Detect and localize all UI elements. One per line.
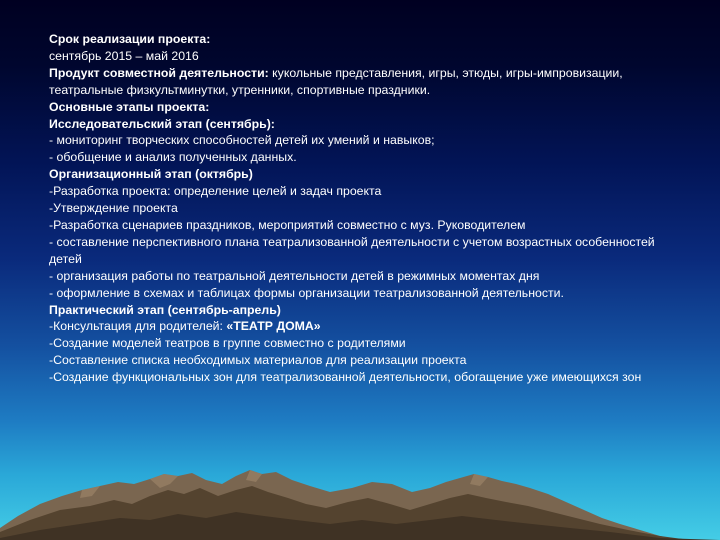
text-line: -Составление списка необходимых материалов для реализации проекта — [49, 353, 467, 368]
text-line: Продукт совместной деятельности: кукольные представления, игры, этюды, игры-импровизации, театральные физкультминутки, утренники, спортивные праздники. — [49, 65, 623, 97]
text-line: сентябрь 2015 – май 2016 — [49, 48, 199, 63]
text-line: Организационный этап (октябрь) — [49, 167, 253, 182]
text-line: Исследовательский этап (сентябрь): — [49, 116, 275, 131]
text-line: -Разработка сценариев праздников, мероприятий совместно с муз. Руководителем — [49, 217, 526, 232]
text-line: -Утверждение проекта — [49, 201, 178, 216]
text-line: - оформление в схемах и таблицах формы организации театрализованной деятельности. — [49, 285, 564, 300]
text-line: -Создание моделей театров в группе совместно с родителями — [49, 336, 406, 351]
text-line: Срок реализации проекта: — [49, 32, 211, 46]
text-line: - обобщение и анализ полученных данных. — [49, 150, 297, 165]
text-line: -Создание функциональных зон для театрализованной деятельности, обогащение уже имеющихся зон — [49, 370, 642, 385]
mountains-illustration — [0, 460, 720, 540]
text-line: - составление перспективного плана театрализованной деятельности с учетом возрастных особенностей детей — [49, 234, 655, 266]
text-line: Практический этап (сентябрь-апрель) — [49, 302, 281, 317]
text-line: - мониторинг творческих способностей детей их умений и навыков; — [49, 133, 435, 148]
text-line: -Консультация для родителей: «ТЕАТР ДОМА» — [49, 319, 321, 334]
text-line: Основные этапы проекта: — [49, 99, 210, 114]
text-line: -Разработка проекта: определение целей и задач проекта — [49, 184, 382, 199]
slide-text — [49, 31, 669, 386]
text-line: - организация работы по театральной деятельности детей в режимных моментах дня — [49, 268, 540, 283]
